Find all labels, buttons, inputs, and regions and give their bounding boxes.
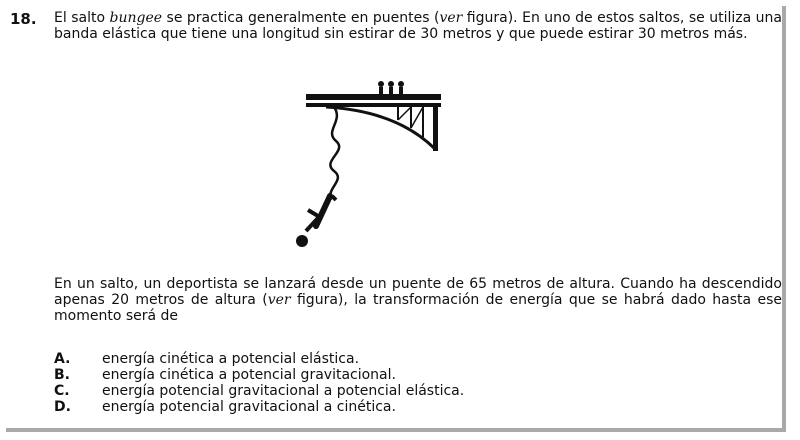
stem-italic-ver: ver xyxy=(439,10,463,26)
spectators-icon xyxy=(378,81,404,95)
option-c-letter: C. xyxy=(54,383,70,399)
bungee-jump-figure xyxy=(286,76,446,256)
option-b-text: energía cinética a potencial gravitacional. xyxy=(102,367,396,383)
elastic-cord-icon xyxy=(330,107,339,200)
option-b-letter: B. xyxy=(54,367,70,383)
para-italic-ver: ver xyxy=(267,292,291,308)
option-c[interactable] xyxy=(54,383,464,399)
question-number: 18. xyxy=(10,10,37,28)
option-a-letter: A. xyxy=(54,351,71,367)
option-b[interactable] xyxy=(54,367,464,383)
question-card xyxy=(6,6,786,432)
stem-italic-bungee: bungee xyxy=(109,10,163,26)
stem-text-1: El salto xyxy=(54,10,110,26)
option-a[interactable] xyxy=(54,351,464,367)
question-paragraph xyxy=(54,276,782,324)
bridge-icon xyxy=(306,94,441,151)
answer-options xyxy=(54,351,464,415)
question-stem xyxy=(54,10,782,42)
option-d-text: energía potencial gravitacional a cinética. xyxy=(102,399,396,415)
option-d[interactable] xyxy=(54,399,464,415)
stem-text-3: figura). En uno de estos saltos, se utiliza una banda elástica que tiene una longitud sin estirar de 30 metros y que puede estirar 30 metros más. xyxy=(54,10,783,42)
stem-text-2: se practica generalmente en puentes ( xyxy=(162,10,440,26)
para-text-2: figura), la transformación de energía que se habrá dado hasta ese momento será de xyxy=(54,292,782,324)
jumper-icon xyxy=(296,196,336,247)
option-a-text: energía cinética a potencial elástica. xyxy=(102,351,360,367)
option-d-letter: D. xyxy=(54,399,71,415)
option-c-text: energía potencial gravitacional a potencial elástica. xyxy=(102,383,465,399)
para-text-1: En un salto, un deportista se lanzará desde un puente de 65 metros de altura. Cuando ha descendido apenas 20 metros de altura ( xyxy=(54,276,782,308)
